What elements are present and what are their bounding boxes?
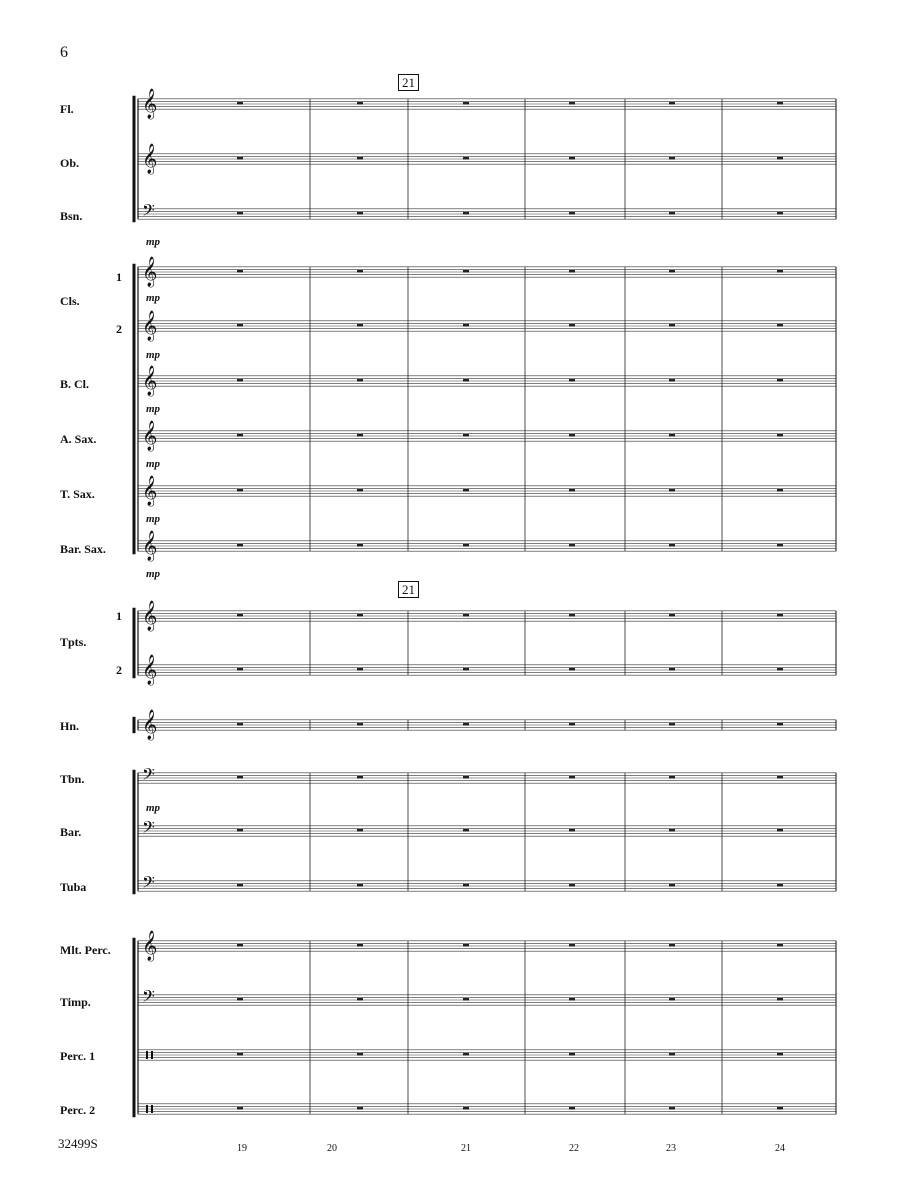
whole-rest [569, 1107, 575, 1110]
whole-rest [777, 270, 783, 273]
whole-rest [463, 998, 469, 1001]
instrument-label-bass-clarinet: B. Cl. [60, 377, 90, 391]
whole-rest [237, 668, 243, 671]
whole-rest [777, 212, 783, 215]
whole-rest [357, 102, 363, 105]
whole-rest [777, 379, 783, 382]
measure-number-22: 22 [569, 1143, 579, 1154]
whole-rest [777, 544, 783, 547]
instrument-label-timpani: Timp. [60, 995, 91, 1009]
whole-rest [237, 1053, 243, 1056]
whole-rest [777, 1107, 783, 1110]
whole-rest [463, 489, 469, 492]
whole-rest [569, 270, 575, 273]
whole-rest [669, 434, 675, 437]
whole-rest [357, 270, 363, 273]
whole-rest [569, 544, 575, 547]
treble-clef: 𝄞 [142, 89, 158, 119]
treble-clef: 𝄞 [142, 710, 158, 740]
whole-rest [777, 324, 783, 327]
bass-clef: 𝄢 [142, 872, 155, 896]
whole-rest [237, 212, 243, 215]
whole-rest [777, 668, 783, 671]
whole-rest [569, 489, 575, 492]
whole-rest [569, 379, 575, 382]
whole-rest [237, 776, 243, 779]
dynamic-clarinet-1: mp [146, 292, 161, 304]
instrument-label-horn: Hn. [60, 719, 80, 733]
dynamic-alto-sax: mp [146, 458, 161, 470]
whole-rest [357, 1107, 363, 1110]
whole-rest [777, 723, 783, 726]
instrument-label-percussion-1: Perc. 1 [60, 1049, 96, 1063]
whole-rest [669, 1107, 675, 1110]
whole-rest [357, 1053, 363, 1056]
treble-clef: 𝄞 [142, 421, 158, 451]
percussion-clef [151, 1051, 153, 1059]
whole-rest [237, 723, 243, 726]
dynamic-clarinet-2: mp [146, 349, 161, 361]
whole-rest [463, 102, 469, 105]
whole-rest [669, 379, 675, 382]
instrument-label-tuba: Tuba [60, 880, 87, 894]
clarinet-voice-1-label: 1 [116, 270, 122, 284]
page-number: 6 [60, 44, 68, 61]
whole-rest [569, 829, 575, 832]
whole-rest [237, 157, 243, 160]
treble-clef: 𝄞 [142, 476, 158, 506]
whole-rest [463, 544, 469, 547]
whole-rest [463, 776, 469, 779]
dynamic-baritone: mp [146, 802, 161, 814]
whole-rest [569, 614, 575, 617]
whole-rest [237, 998, 243, 1001]
whole-rest [463, 1107, 469, 1110]
whole-rest [237, 489, 243, 492]
whole-rest [463, 944, 469, 947]
percussion-clef [146, 1051, 148, 1059]
whole-rest [357, 212, 363, 215]
instrument-label-percussion-2: Perc. 2 [60, 1103, 96, 1117]
instrument-label-alto-sax: A. Sax. [60, 432, 97, 446]
whole-rest [777, 829, 783, 832]
instrument-label-clarinets: Cls. [60, 294, 80, 308]
whole-rest [357, 157, 363, 160]
whole-rest [669, 544, 675, 547]
whole-rest [777, 884, 783, 887]
dynamic-bass-clarinet: mp [146, 403, 161, 415]
whole-rest [777, 102, 783, 105]
whole-rest [237, 102, 243, 105]
whole-rest [777, 776, 783, 779]
whole-rest [777, 434, 783, 437]
instrument-label-trombone: Tbn. [60, 772, 85, 786]
bass-clef: 𝄢 [142, 764, 155, 788]
whole-rest [357, 668, 363, 671]
whole-rest [463, 884, 469, 887]
whole-rest [357, 544, 363, 547]
whole-rest [669, 102, 675, 105]
instrument-label-baritone-sax: Bar. Sax. [60, 542, 106, 556]
whole-rest [569, 434, 575, 437]
whole-rest [357, 829, 363, 832]
whole-rest [669, 776, 675, 779]
whole-rest [357, 434, 363, 437]
whole-rest [569, 668, 575, 671]
whole-rest [237, 379, 243, 382]
clarinet-voice-2-label: 2 [116, 322, 122, 336]
whole-rest [357, 776, 363, 779]
whole-rest [357, 614, 363, 617]
whole-rest [669, 829, 675, 832]
whole-rest [669, 1053, 675, 1056]
treble-clef: 𝄞 [142, 531, 158, 561]
whole-rest [237, 270, 243, 273]
whole-rest [569, 884, 575, 887]
whole-rest [463, 157, 469, 160]
whole-rest [777, 614, 783, 617]
dynamic-bassoon: mp [146, 236, 161, 248]
whole-rest [463, 829, 469, 832]
whole-rest [237, 614, 243, 617]
whole-rest [237, 944, 243, 947]
instrument-label-flute: Fl. [60, 102, 74, 116]
instrument-label-mallet-percussion: Mlt. Perc. [60, 943, 111, 957]
whole-rest [569, 723, 575, 726]
whole-rest [669, 884, 675, 887]
whole-rest [569, 157, 575, 160]
percussion-clef [146, 1105, 148, 1113]
dynamic-baritone-sax: mp [146, 568, 161, 580]
bass-clef: 𝄢 [142, 986, 155, 1010]
treble-clef: 𝄞 [142, 601, 158, 631]
whole-rest [463, 614, 469, 617]
whole-rest [357, 884, 363, 887]
rehearsal-mark-woodwinds: 21 [398, 74, 419, 91]
whole-rest [463, 1053, 469, 1056]
treble-clef: 𝄞 [142, 257, 158, 287]
whole-rest [669, 157, 675, 160]
whole-rest [569, 944, 575, 947]
whole-rest [669, 489, 675, 492]
whole-rest [777, 157, 783, 160]
whole-rest [237, 884, 243, 887]
whole-rest [357, 489, 363, 492]
whole-rest [237, 324, 243, 327]
whole-rest [237, 544, 243, 547]
whole-rest [357, 998, 363, 1001]
bass-clef: 𝄢 [142, 817, 155, 841]
treble-clef: 𝄞 [142, 366, 158, 396]
whole-rest [463, 723, 469, 726]
measure-number-21: 21 [461, 1143, 471, 1154]
bass-clef: 𝄢 [142, 200, 155, 224]
whole-rest [357, 379, 363, 382]
whole-rest [237, 1107, 243, 1110]
whole-rest [463, 668, 469, 671]
dynamic-tenor-sax: mp [146, 513, 161, 525]
whole-rest [569, 1053, 575, 1056]
whole-rest [777, 1053, 783, 1056]
whole-rest [777, 944, 783, 947]
instrument-label-trumpets: Tpts. [60, 635, 87, 649]
whole-rest [357, 723, 363, 726]
whole-rest [669, 212, 675, 215]
whole-rest [357, 944, 363, 947]
trumpet-voice-2-label: 2 [116, 663, 122, 677]
whole-rest [569, 776, 575, 779]
instrument-label-bassoon: Bsn. [60, 209, 83, 223]
instrument-label-oboe: Ob. [60, 156, 80, 170]
whole-rest [569, 102, 575, 105]
measure-number-19: 19 [237, 1143, 247, 1154]
whole-rest [669, 668, 675, 671]
whole-rest [669, 270, 675, 273]
whole-rest [669, 944, 675, 947]
instrument-label-tenor-sax: T. Sax. [60, 487, 95, 501]
whole-rest [669, 324, 675, 327]
measure-number-23: 23 [666, 1143, 676, 1154]
whole-rest [569, 998, 575, 1001]
treble-clef: 𝄞 [142, 931, 158, 961]
treble-clef: 𝄞 [142, 144, 158, 174]
trumpet-voice-1-label: 1 [116, 609, 122, 623]
whole-rest [669, 998, 675, 1001]
whole-rest [569, 212, 575, 215]
whole-rest [463, 212, 469, 215]
measure-number-20: 20 [327, 1143, 337, 1154]
whole-rest [237, 434, 243, 437]
rehearsal-mark-brass: 21 [398, 581, 419, 598]
whole-rest [669, 723, 675, 726]
whole-rest [669, 614, 675, 617]
percussion-clef [151, 1105, 153, 1113]
whole-rest [463, 379, 469, 382]
whole-rest [777, 998, 783, 1001]
catalog-number: 32499S [58, 1136, 98, 1151]
measure-number-24: 24 [775, 1143, 785, 1154]
whole-rest [237, 829, 243, 832]
whole-rest [463, 324, 469, 327]
whole-rest [777, 489, 783, 492]
instrument-label-baritone: Bar. [60, 825, 82, 839]
whole-rest [569, 324, 575, 327]
whole-rest [463, 270, 469, 273]
whole-rest [463, 434, 469, 437]
whole-rest [357, 324, 363, 327]
treble-clef: 𝄞 [142, 655, 158, 685]
treble-clef: 𝄞 [142, 311, 158, 341]
